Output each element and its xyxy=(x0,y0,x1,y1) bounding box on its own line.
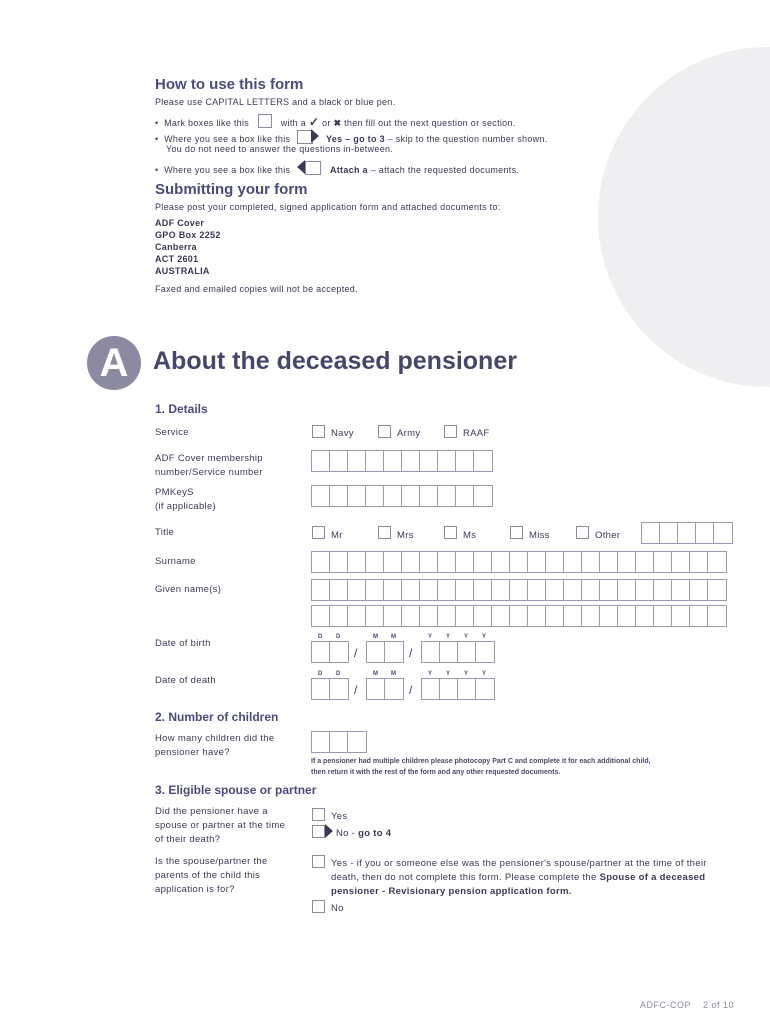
surname-field[interactable] xyxy=(311,551,727,573)
army-label: Army xyxy=(397,428,421,439)
dod-slash-2: / xyxy=(409,683,413,697)
howto-bullet-3: • Where you see a box like this Attach a – attach the requested documents. xyxy=(155,161,519,175)
spouse-yes-checkbox[interactable] xyxy=(312,808,325,821)
raaf-checkbox[interactable] xyxy=(444,425,457,438)
checkmark-icon: ✓ xyxy=(308,115,320,129)
dob-y4-hint: Y xyxy=(482,634,487,640)
dod-m2-hint: M xyxy=(391,671,396,677)
membership-label: ADF Cover membership number/Service number xyxy=(155,453,263,478)
mr-label: Mr xyxy=(331,530,343,541)
dod-d2-hint: D xyxy=(336,671,341,677)
dob-m2-hint: M xyxy=(391,634,396,640)
dob-slash-1: / xyxy=(354,646,358,660)
dob-year-field[interactable] xyxy=(421,641,495,663)
dod-m1-hint: M xyxy=(373,671,378,677)
footer xyxy=(640,1000,734,1010)
page-number: 2 of 10 xyxy=(703,1000,735,1010)
cross-icon: ✖ xyxy=(333,118,342,128)
parent-no-checkbox[interactable] xyxy=(312,900,325,913)
other-title-field[interactable] xyxy=(641,522,733,544)
miss-checkbox[interactable] xyxy=(510,526,523,539)
parent-yes-text: Yes - if you or someone else was the pensioner's spouse/partner at the time of their death, then do not complete this form. Please complete the Spouse of a deceased pensioner - Revisionary pension application form. xyxy=(331,858,707,897)
navy-label: Navy xyxy=(331,428,354,439)
form-code: ADFC-COP xyxy=(640,1000,691,1010)
mr-checkbox[interactable] xyxy=(312,526,325,539)
q2-title: 2. Number of children xyxy=(155,710,279,724)
dob-m1-hint: M xyxy=(373,634,378,640)
goto-arrow-icon xyxy=(325,824,333,838)
example-checkbox-icon xyxy=(258,114,272,128)
dob-slash-2: / xyxy=(409,646,413,660)
q2-label: How many children did the pensioner have? xyxy=(155,733,275,758)
navy-checkbox[interactable] xyxy=(312,425,325,438)
pmkeys-label: PMKeyS (if applicable) xyxy=(155,487,216,512)
attach-box-icon xyxy=(305,161,321,175)
other-checkbox[interactable] xyxy=(576,526,589,539)
q3b-label: Is the spouse/partner the parents of the child this application is for? xyxy=(155,856,268,895)
other-label: Other xyxy=(595,530,621,541)
spouse-no-checkbox[interactable] xyxy=(312,825,325,838)
address-line-3: Canberra xyxy=(155,242,197,252)
q1-title: 1. Details xyxy=(155,402,208,416)
pmkeys-field[interactable] xyxy=(311,485,493,507)
ms-checkbox[interactable] xyxy=(444,526,457,539)
dob-d2-hint: D xyxy=(336,634,341,640)
dod-label: Date of death xyxy=(155,675,216,686)
spouse-no-label: No - go to 4 xyxy=(336,828,392,839)
dod-d1-hint: D xyxy=(318,671,323,677)
given-names-field-2[interactable] xyxy=(311,605,727,627)
dod-slash-1: / xyxy=(354,683,358,697)
ms-label: Ms xyxy=(463,530,477,541)
mrs-checkbox[interactable] xyxy=(378,526,391,539)
dob-y3-hint: Y xyxy=(464,634,469,640)
surname-label: Surname xyxy=(155,556,196,567)
title-label: Title xyxy=(155,527,175,538)
address-line-2: GPO Box 2252 xyxy=(155,230,221,240)
dob-y1-hint: Y xyxy=(428,634,433,640)
dob-y2-hint: Y xyxy=(446,634,451,640)
dob-day-field[interactable] xyxy=(311,641,349,663)
raaf-label: RAAF xyxy=(463,428,490,439)
mrs-label: Mrs xyxy=(397,530,414,541)
given-names-field-1[interactable] xyxy=(311,579,727,601)
submit-line1: Please post your completed, signed application form and attached documents to: xyxy=(155,202,501,212)
howto-title: How to use this form xyxy=(155,76,304,93)
dod-y2-hint: Y xyxy=(446,671,451,677)
miss-label: Miss xyxy=(529,530,550,541)
parent-no-label: No xyxy=(331,903,344,914)
section-badge: A xyxy=(87,336,141,390)
membership-number-field[interactable] xyxy=(311,450,493,472)
submit-note: Faxed and emailed copies will not be accepted. xyxy=(155,284,358,294)
dod-month-field[interactable] xyxy=(366,678,404,700)
submit-title: Submitting your form xyxy=(155,181,308,198)
service-label: Service xyxy=(155,427,189,438)
q2-note: If a pensioner had multiple children please photocopy Part C and complete it for each additional child, then return it with the rest of the form and any other requested documents. xyxy=(311,758,651,776)
howto-bullet-1: • Mark boxes like this with a ✓ or ✖ then fill out the next question or section. xyxy=(155,115,516,129)
dod-y3-hint: Y xyxy=(464,671,469,677)
address-line-1: ADF Cover xyxy=(155,218,205,228)
section-title: About the deceased pensioner xyxy=(153,347,517,375)
children-count-field[interactable] xyxy=(311,731,367,753)
dod-y1-hint: Y xyxy=(428,671,433,677)
dob-month-field[interactable] xyxy=(366,641,404,663)
given-names-label: Given name(s) xyxy=(155,584,222,595)
address-line-5: AUSTRALIA xyxy=(155,266,210,276)
dod-day-field[interactable] xyxy=(311,678,349,700)
dob-d1-hint: D xyxy=(318,634,323,640)
q3-title: 3. Eligible spouse or partner xyxy=(155,783,317,797)
decorative-circle xyxy=(598,47,770,387)
parent-yes-checkbox[interactable] xyxy=(312,855,325,868)
dod-y4-hint: Y xyxy=(482,671,487,677)
dob-label: Date of birth xyxy=(155,638,211,649)
goto-box-icon xyxy=(297,130,313,144)
howto-bullet-2: • Where you see a box like this Yes – go to 3 – skip to the question number shown. xyxy=(155,130,548,144)
address-line-4: ACT 2601 xyxy=(155,254,199,264)
q3a-label: Did the pensioner have a spouse or partner at the time of their death? xyxy=(155,806,286,845)
spouse-yes-label: Yes xyxy=(331,811,348,822)
dod-year-field[interactable] xyxy=(421,678,495,700)
howto-bullet-2-line2: You do not need to answer the questions in-between. xyxy=(166,144,394,154)
army-checkbox[interactable] xyxy=(378,425,391,438)
howto-line1: Please use CAPITAL LETTERS and a black or blue pen. xyxy=(155,97,396,107)
